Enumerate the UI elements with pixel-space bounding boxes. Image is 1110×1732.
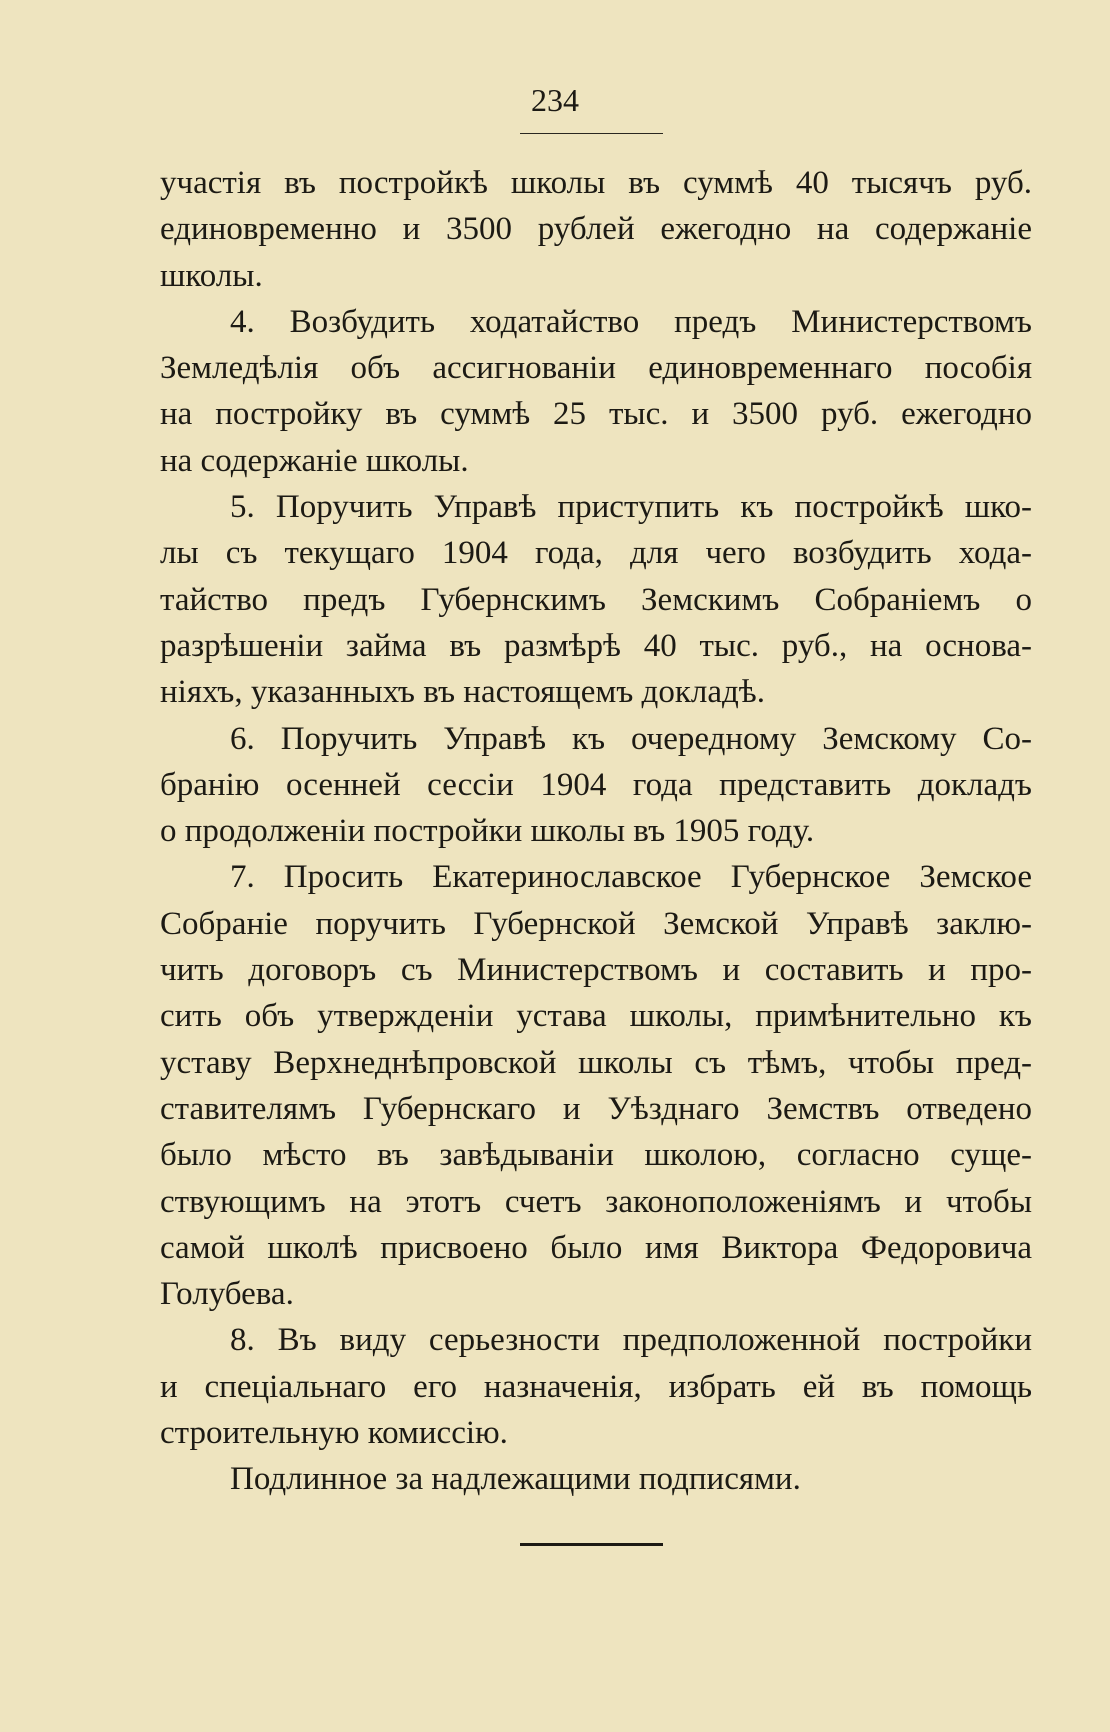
text-line: и спеціальнаго его назначенія, избрать ей въ помощь (160, 1368, 1032, 1405)
text-line: сить объ утвержденіи устава школы, примѣнительно къ (160, 998, 1032, 1035)
text-line: 8. Въ виду серьезности предположенной постройки (230, 1322, 1032, 1359)
page-number: 234 (531, 82, 579, 118)
text-line: Собраніе поручить Губернской Земской Управѣ заклю- (160, 905, 1032, 942)
text-line: Подлинное за надлежащими подписями. (230, 1461, 801, 1498)
text-line: на содержаніе школы. (160, 442, 469, 479)
document-body (160, 160, 1032, 1503)
text-line: 6. Поручить Управѣ къ очередному Земскому Со- (230, 720, 1032, 757)
text-line: лы съ текущаго 1904 года, для чего возбудить хода- (160, 535, 1032, 572)
text-line: школы. (160, 257, 263, 294)
text-line: Земледѣлія объ ассигнованіи единовременнаго пособія (160, 350, 1032, 387)
text-line: разрѣшеніи займа въ размѣрѣ 40 тыс. руб., на основа- (160, 627, 1032, 664)
text-line: 5. Поручить Управѣ приступить къ постройкѣ шко- (230, 489, 1032, 526)
text-line: строительную комиссію. (160, 1415, 508, 1452)
text-line: 7. Просить Екатеринославское Губернское Земское (230, 859, 1032, 896)
header-rule (520, 133, 663, 134)
text-line: ставителямъ Губернскаго и Уѣзднаго Земствъ отведено (160, 1090, 1032, 1127)
text-line: чить договоръ съ Министерствомъ и составить и про- (160, 952, 1032, 989)
end-rule (520, 1543, 663, 1546)
text-line: ніяхъ, указанныхъ въ настоящемъ докладѣ. (160, 674, 765, 711)
text-line: участія въ постройкѣ школы въ суммѣ 40 тысячъ руб. (160, 165, 1032, 201)
text-line: единовременно и 3500 рублей ежегодно на содержаніе (160, 211, 1032, 248)
text-line: ствующимъ на этотъ счетъ законоположеніямъ и чтобы (160, 1183, 1032, 1220)
text-line: Голубева. (160, 1276, 294, 1313)
text-line: тайство предъ Губернскимъ Земскимъ Собраніемъ о (160, 581, 1032, 618)
text-line: на постройку въ суммѣ 25 тыс. и 3500 руб. ежегодно (160, 396, 1032, 433)
text-line: было мѣсто въ завѣдываніи школою, согласно суще- (160, 1137, 1032, 1174)
text-line: 4. Возбудить ходатайство предъ Министерствомъ (230, 303, 1032, 340)
text-line: бранію осенней сессіи 1904 года представить докладъ (160, 766, 1032, 803)
text-line: о продолженіи постройки школы въ 1905 году. (160, 813, 815, 850)
text-line: самой школѣ присвоено было имя Виктора Федоровича (160, 1229, 1032, 1266)
text-line: уставу Верхнеднѣпровской школы съ тѣмъ, чтобы пред- (160, 1044, 1032, 1081)
